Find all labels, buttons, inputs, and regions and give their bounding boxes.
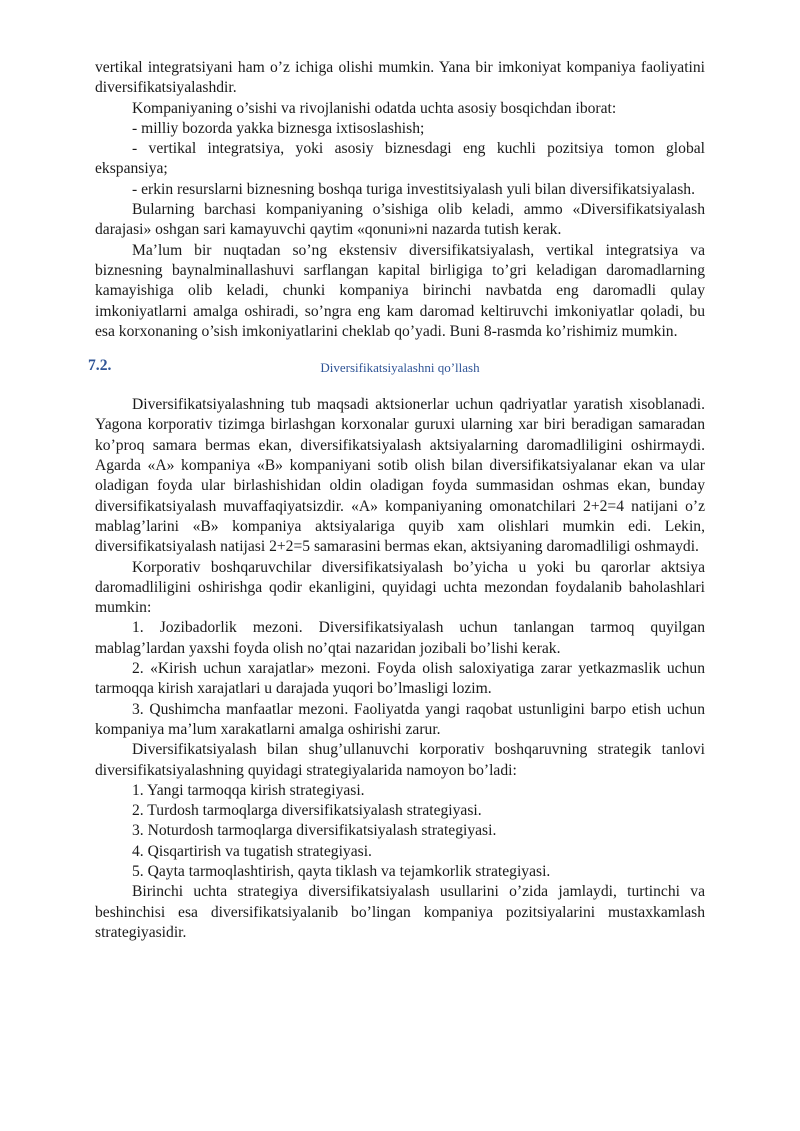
strategy-item: 4. Qisqartirish va tugatish strategiyasi. [132,842,372,860]
strategy-item: 2. Turdosh tarmoqlarga diversifikatsiyalash strategiyasi. [132,802,482,820]
list-item: - vertikal integratsiya, yoki asosiy biznesdagi eng kuchli pozitsiya tomon global ekspansiya; [95,140,705,178]
criterion-item: 2. «Kirish uchun xarajatlar» mezoni. Foyda olish saloxiyatiga zarar yetkazmaslik uchun tarmoqqa kirish xarajatlari u darajada yuqori bo’lmasligi lozim. [95,660,705,698]
section-heading [88,356,705,382]
paragraph: Diversifikatsiyalashning tub maqsadi aktsionerlar uchun qadriyatlar yaratish xisoblanadi. Yagona korporativ tizimga birlashgan korxonalar guruxi ularning xar biri beradigan samaradan ko’proq samara bermas ekan, diversifikatsiyalash aktsiyalarning daromadliligini oshirmaydi. Agarda «A» kompaniya «B» kompaniyani sotib olish bilan diversifikatsiyalanar ekan va ular oladigan foyda ular birlashishidan oldin oladigan foyda summasidan oshmas ekan, bunday diversifikatsiyalash muvaffaqiyatsizdir. «A» kompaniyaning omonatchilari 2+2=4 natijani o’z mablag’larini «B» kompaniya aktsiyalariga quyib xam olishlari mumkin edi. Lekin, diversifikatsiyalash natijasi 2+2=5 samarasini bermas ekan, aktsiyaning daromadliligi oshmaydi. [95,396,705,556]
criterion-item: 1. Jozibadorlik mezoni. Diversifikatsiyalash uchun tanlangan tarmoq quyilgan mablag’lardan yaxshi foyda olish no’qtai nazaridan jozibali bo’lishi kerak. [95,619,705,657]
section-number: 7.2. [88,357,112,375]
paragraph: Diversifikatsiyalash bilan shug’ullanuvchi korporativ boshqaruvning strategik tanlovi diversifikatsiyalashning quyidagi strategiyalarida namoyon bo’ladi: [95,741,705,779]
list-item: - erkin resurslarni biznesning boshqa turiga investitsiyalash yuli bilan diversifikatsiyalash. [132,180,695,198]
strategy-item: 1. Yangi tarmoqqa kirish strategiyasi. [132,781,365,799]
section-title: Diversifikatsiyalashni qo’llash [320,360,480,376]
paragraph: Ma’lum bir nuqtadan so’ng ekstensiv diversifikatsiyalash, vertikal integratsiya va biznesning baynalminallashuvi sarflangan kapital birligiga to’gri keladigan daromadlarning kamayishiga olib keladi, chunki kompaniya birinchi navbatda eng daromadli qulay imkoniyatlarni amalga oshiradi, so’ngra eng kam daromad keltiruvchi imkoniyatlar qoladi, bu esa korxonaning o’sish imkoniyatlarini cheklab qo’yadi. Buni 8-rasmda ko’rishimiz mumkin. [95,241,705,340]
paragraph: Bularning barchasi kompaniyaning o’sishiga olib keladi, ammo «Diversifikatsiyalash darajasi» oshgan sari kamayuvchi qaytim «qonuni»ni nazarda tutish kerak. [95,201,705,239]
paragraph: Korporativ boshqaruvchilar diversifikatsiyalash bo’yicha u yoki bu qarorlar aktsiya daromadliligini oshirishga qodir ekanligini, quyidagi uchta mezondan foydalanib baholashlari mumkin: [95,558,705,617]
list-item: - milliy bozorda yakka biznesga ixtisoslashish; [132,119,425,137]
strategy-item: 5. Qayta tarmoqlashtirish, qayta tiklash va tejamkorlik strategiyasi. [132,862,551,880]
paragraph: vertikal integratsiyani ham o’z ichiga olishi mumkin. Yana bir imkoniyat kompaniya faoliyatini diversifikatsiyalashdir. [95,59,705,97]
paragraph: Kompaniyaning o’sishi va rivojlanishi odatda uchta asosiy bosqichdan iborat: [132,99,617,117]
strategy-item: 3. Noturdosh tarmoqlarga diversifikatsiyalash strategiyasi. [132,822,497,840]
document-page [88,58,705,943]
criterion-item: 3. Qushimcha manfaatlar mezoni. Faoliyatda yangi raqobat ustunligini barpo etish uchun kompaniya ma’lum xarakatlarni amalga oshirishi zarur. [95,700,705,738]
paragraph: Birinchi uchta strategiya diversifikatsiyalash usullarini o’zida jamlaydi, turtinchi va beshinchisi esa diversifikatsiyalanib bo’lingan kompaniya pozitsiyalarini mustaxkamlash strategiyasidir. [95,883,705,941]
